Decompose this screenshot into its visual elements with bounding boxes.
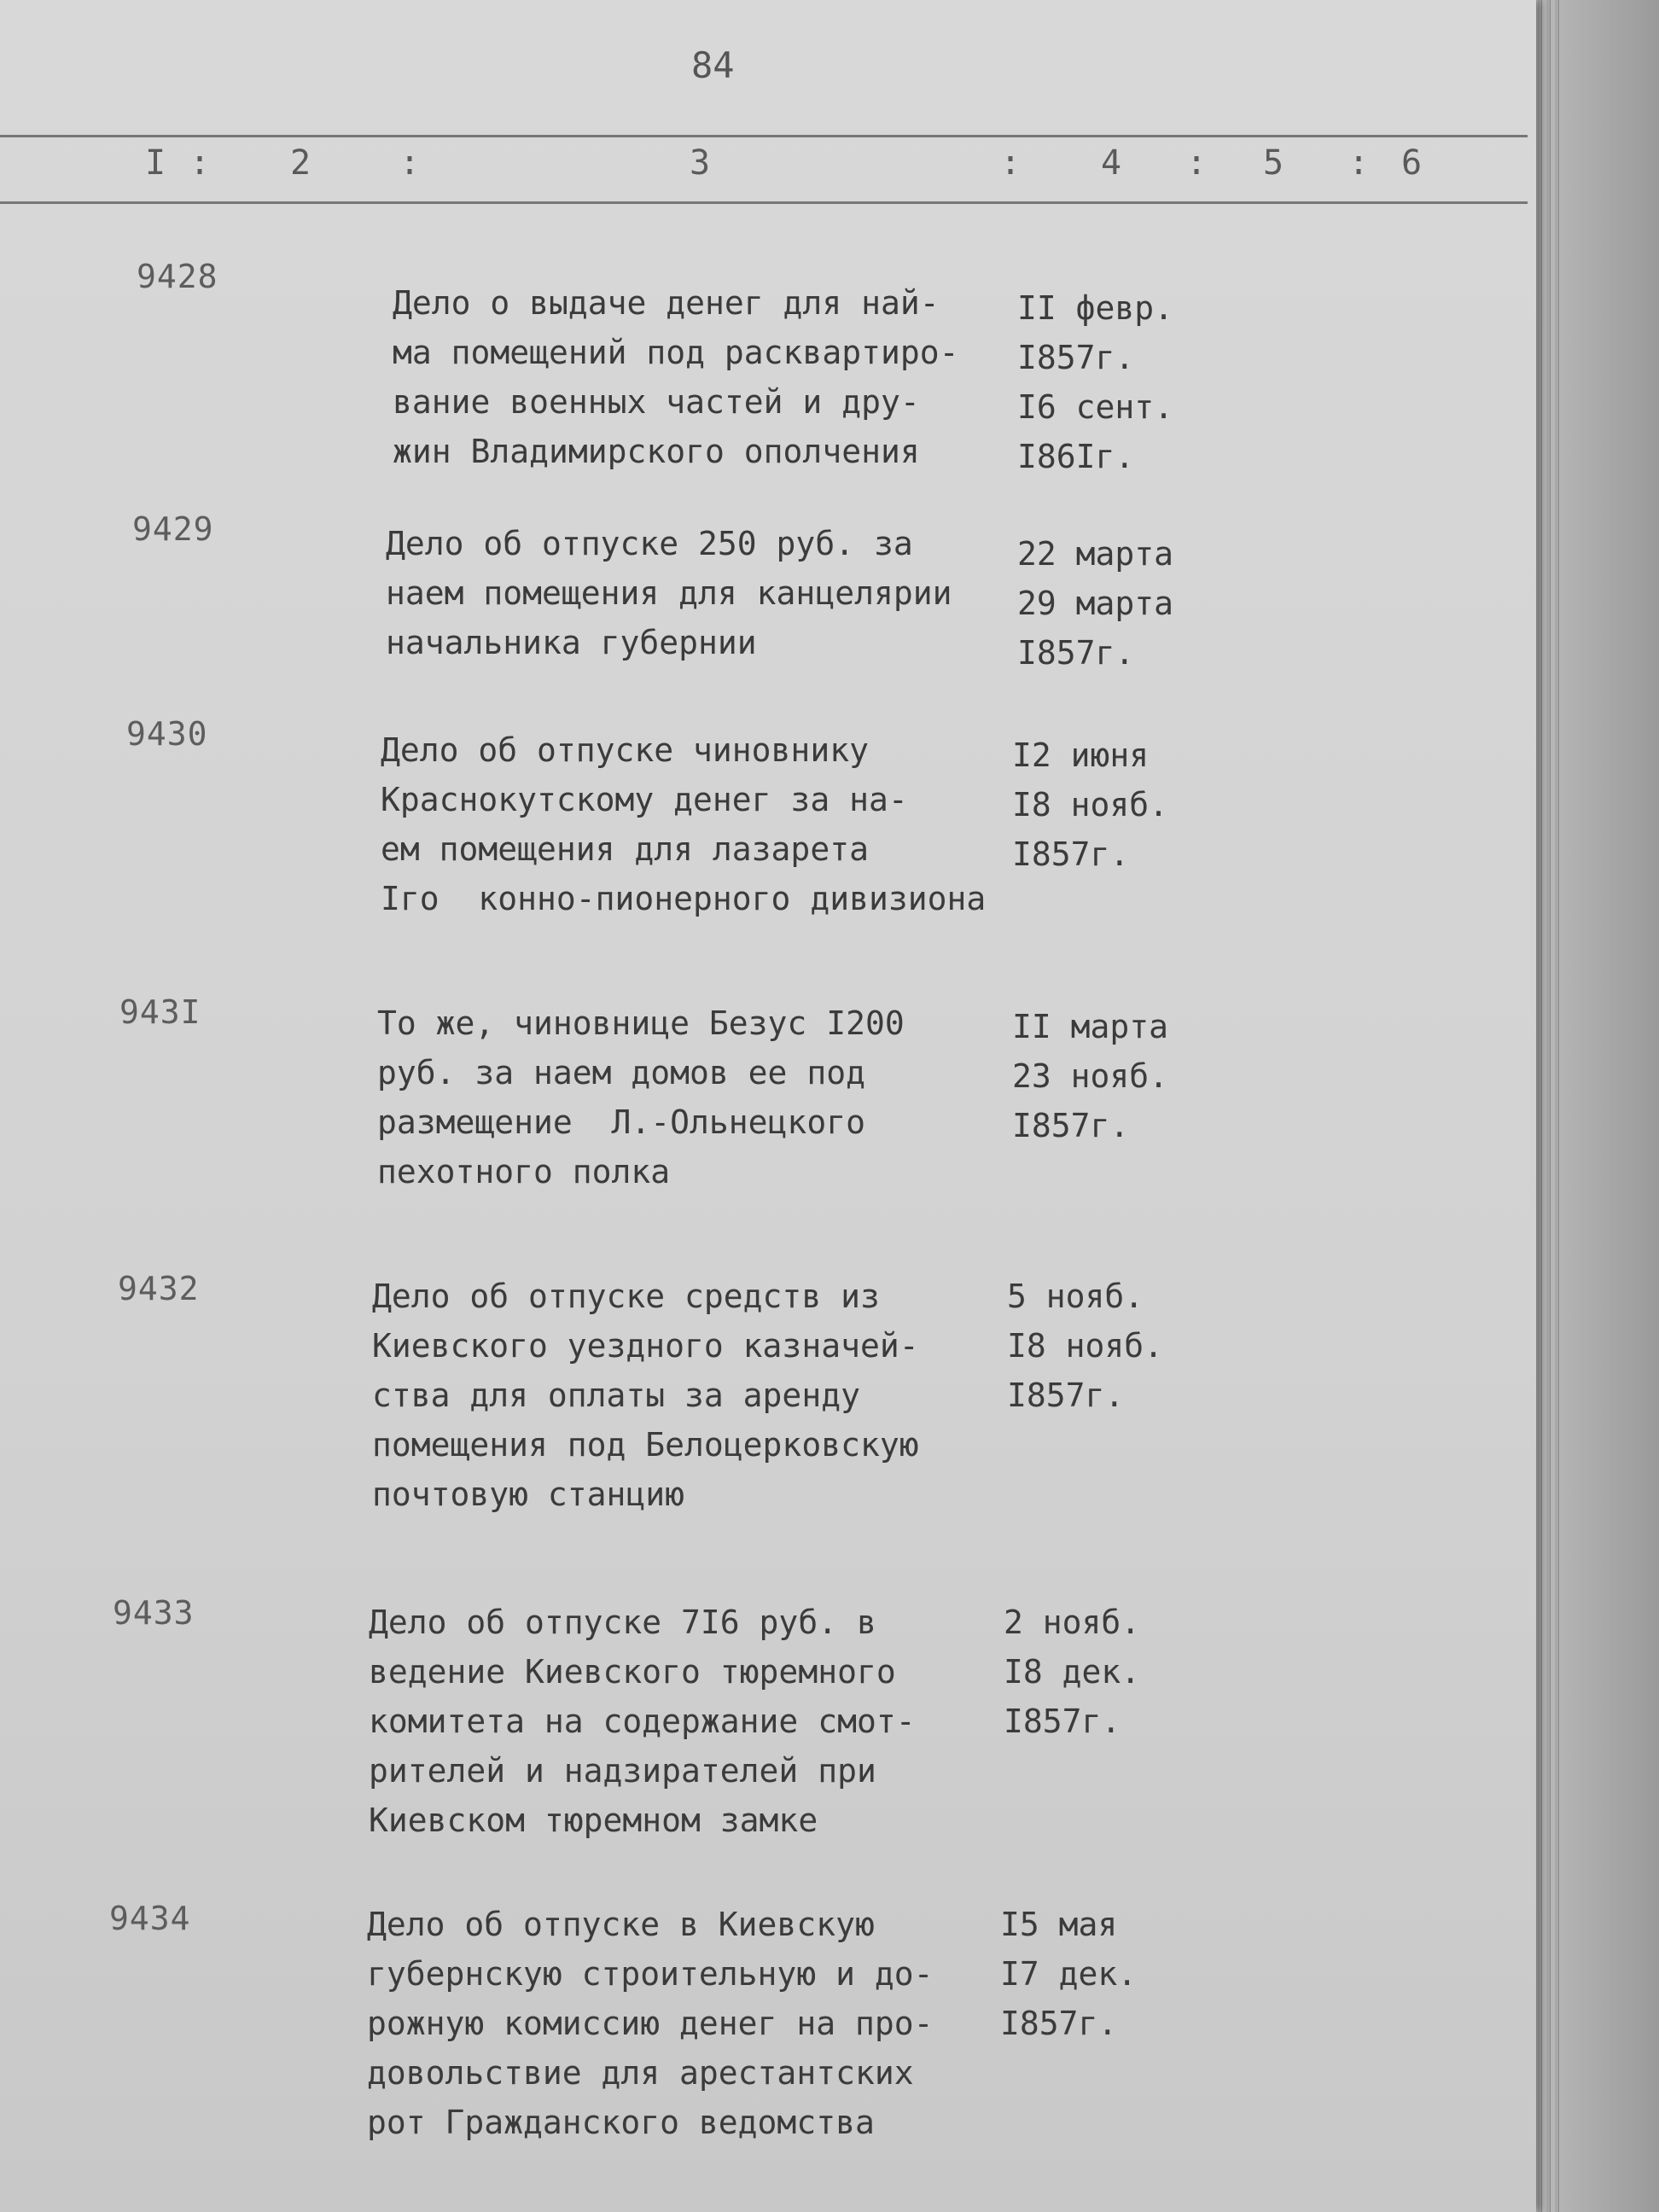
record-number: 9433 — [113, 1594, 195, 1632]
record-description: Дело об отпуске в Киевскую губернскую строительную и до- рожную комиссию денег на про- довольствие для арестантских рот Гражданского ведомства — [367, 1906, 934, 2141]
record-dates: 5 нояб. I8 нояб. I857г. — [1007, 1278, 1164, 1414]
record-description: Дело об отпуске средств из Киевского уездного казначей- ства для оплаты за аренду помещения под Белоцерковскую почтовую станцию — [372, 1278, 919, 1513]
column-number-4: 4 — [1101, 143, 1122, 183]
record-description: То же, чиновнице Безус I200 руб. за наем домов ее под размещение Л.-Ольнецкого пехотного полка — [377, 1004, 905, 1190]
record-description: Дело о выдаче денег для най- ма помещений под расквартиро- вание военных частей и дру- жин Владимирского ополчения — [393, 284, 959, 470]
column-number-6: 6 — [1401, 143, 1423, 183]
column-number-5: 5 — [1263, 143, 1284, 183]
record-dates: 22 марта 29 марта I857г. — [1017, 535, 1174, 672]
page-number: 84 — [691, 44, 735, 86]
record-description: Дело об отпуске чиновнику Краснокутскому денег за на- ем помещения для лазарета Iго конно-пионерного дивизиона — [381, 731, 987, 917]
record-number: 9434 — [109, 1900, 191, 1937]
column-number-1: I — [145, 143, 166, 183]
header-bottom-rule — [0, 201, 1528, 204]
record-number: 9430 — [126, 715, 208, 753]
record-number: 9429 — [132, 510, 214, 548]
record-description: Дело об отпуске 250 руб. за наем помещения для канцелярии начальника губернии — [386, 525, 952, 661]
page-edge — [1546, 0, 1551, 2212]
column-separator: : — [189, 143, 211, 183]
record-dates: I2 июня I8 нояб. I857г. — [1012, 736, 1169, 873]
record-number: 943I — [119, 993, 201, 1031]
record-dates: I5 мая I7 дек. I857г. — [1000, 1906, 1138, 2042]
record-dates: II февр. I857г. I6 сент. I86Iг. — [1017, 289, 1174, 475]
record-dates: 2 нояб. I8 дек. I857г. — [1004, 1604, 1141, 1740]
record-dates: II марта 23 нояб. I857г. — [1012, 1008, 1169, 1144]
column-separator: : — [399, 143, 421, 183]
record-number: 9428 — [137, 258, 218, 295]
column-separator: : — [1348, 143, 1370, 183]
column-number-3: 3 — [690, 143, 711, 183]
record-description: Дело об отпуске 7I6 руб. в ведение Киевского тюремного комитета на содержание смот- рителей и надзирателей при Киевском тюремном замке — [369, 1604, 916, 1839]
header-top-rule — [0, 135, 1528, 137]
page-edge — [1555, 0, 1559, 2212]
column-separator: : — [1186, 143, 1208, 183]
column-separator: : — [1000, 143, 1022, 183]
record-number: 9432 — [118, 1270, 200, 1307]
page-edge — [1538, 0, 1542, 2212]
column-number-2: 2 — [290, 143, 311, 183]
